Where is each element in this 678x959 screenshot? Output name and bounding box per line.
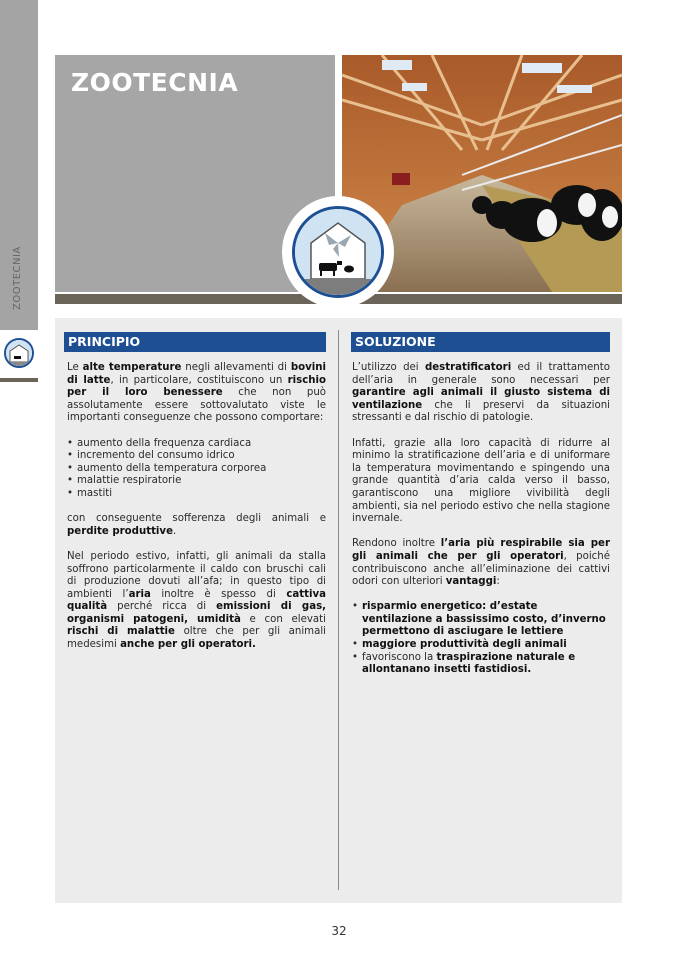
soluzione-paragraph-3: Rendono inoltre l’aria più respirabile sia per gli animali che per gli operatori, poiché contribuiscono anche all’eliminazione dei cattivi odori con ulteriori vantaggi:: [352, 538, 610, 588]
sidebar-divider: [0, 378, 38, 382]
principio-column: [67, 362, 326, 664]
soluzione-paragraph-2: Infatti, grazie alla loro capacità di ridurre al minimo la stratificazione dell’aria e di uniformare la temperatura movimentando e spingendo una grande quantità d’aria calda verso il basso, garantiscono una migliore vivibilità degli ambienti, sia nel periodo estivo che nella stagione invernale.: [352, 437, 610, 525]
soluzione-heading: SOLUZIONE: [351, 332, 610, 352]
principio-paragraph-1: Le alte temperature negli allevamenti di bovini di latte, in particolare, costituiscono un rischio per il loro benessere che non può assolutamente essere sottovalutato viste le importanti conseguenze che possono comportare:: [67, 362, 327, 424]
sidebar-barn-icon: [4, 338, 34, 368]
soluzione-column: [352, 362, 610, 689]
list-item: • risparmio energetico: d’estate ventilazione a bassissimo costo, d’inverno permettono di asciugare le lettiere: [352, 601, 610, 639]
list-item: • maggiore produttività degli animali: [352, 639, 610, 652]
list-item: • aumento della temperatura corporea: [67, 463, 326, 476]
sidebar-section-label: ZOOTECNIA: [12, 246, 23, 310]
principio-list: [67, 438, 326, 501]
list-item: • favoriscono la traspirazione naturale e allontanano insetti fastidiosi.: [352, 652, 610, 677]
principio-paragraph-3: Nel periodo estivo, infatti, gli animali da stalla soffrono particolarmente il caldo con bruschi cali di produzione dovuti all’afa; in questo tipo di ambienti l’aria inoltre è spesso di cattiva qualità perché ricca di emissioni di gas, organismi patogeni, umidità e con elevati rischi di malattie oltre che per gli animali medesimi anche per gli operatori.: [67, 550, 326, 651]
soluzione-paragraph-1: L’utilizzo dei destratificatori ed il trattamento dell’aria in generale sono necessari per garantire agli animali il giusto sistema di ventilazione che li preservi da situazioni stressanti e dal rischio di patologie.: [352, 362, 610, 424]
list-item: • aumento della frequenza cardiaca: [67, 438, 326, 451]
barn-fan-icon: [292, 206, 384, 298]
list-item: • incremento del consumo idrico: [67, 450, 326, 463]
principio-paragraph-2: con conseguente sofferenza degli animali e perdite produttive.: [67, 513, 326, 537]
page-number: 32: [331, 924, 347, 938]
principio-heading: PRINCIPIO: [64, 332, 326, 352]
soluzione-list: [352, 601, 610, 677]
column-divider: [338, 330, 339, 890]
page-title: ZOOTECNIA: [71, 68, 239, 97]
list-item: • mastiti: [67, 488, 326, 501]
list-item: • malattie respiratorie: [67, 475, 326, 488]
